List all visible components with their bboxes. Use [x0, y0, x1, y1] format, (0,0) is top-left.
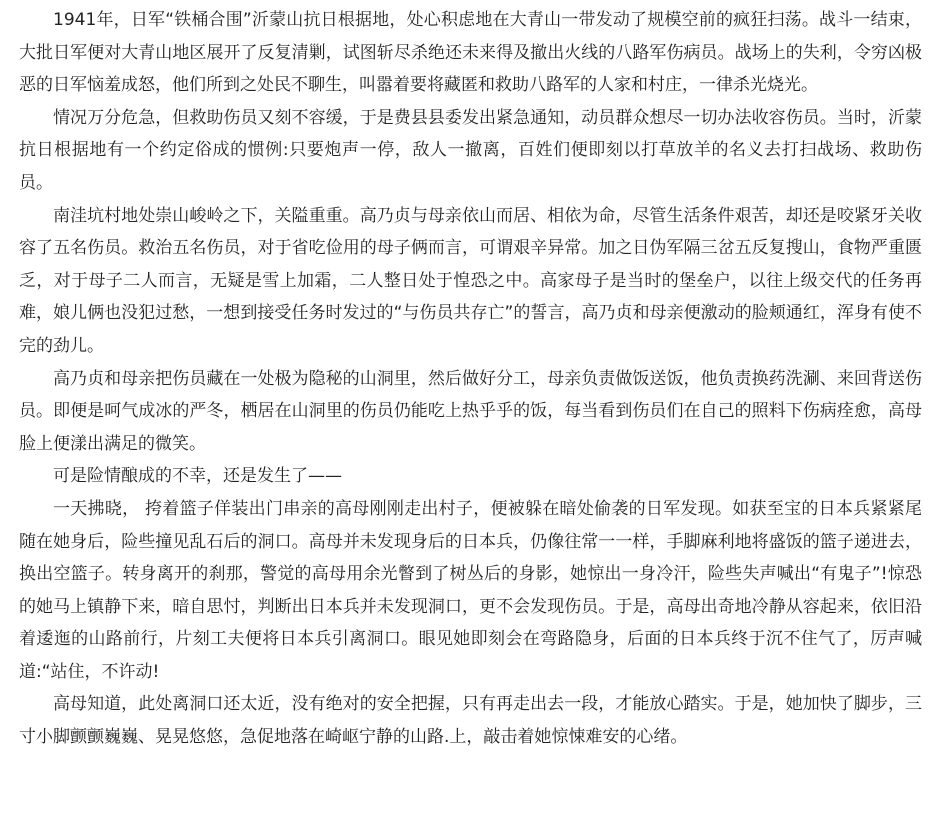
paragraph-7: 高母知道，此处离洞口还太近，没有绝对的安全把握，只有再走出去一段，才能放心踏实。于是，她加快了脚步，三寸小脚颤颤巍巍、晃晃悠悠，急促地落在崎岖宁静的山路.上，敲击着她惊悚难安的心绪。 [19, 694, 922, 748]
paragraph-2: 情况万分危急，但救助伤员又刻不容缓，于是费县县委发出紧急通知，动员群众想尽一切办法收容伤员。当时，沂蒙抗日根据地有一个约定俗成的惯例:只要炮声一停，敌人一撤离，百姓们便即刻以打草放羊的名义去打扫战场、救助伤员。 [19, 107, 922, 193]
paragraph-4: 高乃贞和母亲把伤员藏在一处极为隐秘的山洞里，然后做好分工，母亲负责做饭送饭，他负责换药洗涮、来回背送伤员。即便是呵气成冰的严冬，栖居在山洞里的伤员仍能吃上热乎乎的饭，每当看到伤员们在自己的照料下伤病痊愈，高母脸上便漾出满足的微笑。 [19, 368, 922, 454]
paragraph-3: 南洼坑村地处崇山峻岭之下，关隘重重。高乃贞与母亲依山而居、相依为命，尽管生活条件艰苦，却还是咬紧牙关收容了五名伤员。救治五名伤员，对于省吃俭用的母子俩而言，可谓艰辛异常。加之日伪军隔三岔五反复搜山，食物严重匮乏，对于母子二人而言，无疑是雪上加霜，二人整日处于惶恐之中。高家母子是当时的堡垒户，以往上级交代的任务再难，娘儿俩也没犯过愁，一想到接受任务时发过的“与伤员共存亡”的誓言，高乃贞和母亲便激动的脸颊通红，浑身有使不完的劲儿。 [19, 205, 922, 356]
paragraph-5: 可是险情酿成的不幸，还是发生了—— [53, 466, 342, 487]
paragraph-1: 1941年，日军“铁桶合围”沂蒙山抗日根据地，处心积虑地在大青山一带发动了规模空前的疯狂扫荡。战斗一结束，大批日军便对大青山地区展开了反复清剿，试图斩尽杀绝还未来得及撤出火线的八路军伤病员。战场上的失利，令穷凶极恶的日军恼羞成怒，他们所到之处民不聊生，叫嚣着要将藏匿和救助八路军的人家和村庄，一律杀光烧光。 [19, 10, 922, 96]
paragraph-6: 一天拂晓， 挎着篮子佯装出门串亲的高母刚刚走出村子，便被躲在暗处偷袭的日军发现。如获至宝的日本兵紧紧尾随在她身后，险些撞见乱石后的洞口。高母并未发现身后的日本兵，仍像往常一一样，手脚麻利地将盛饭的篮子递进去，换出空篮子。转身离开的刹那，警觉的高母用余光瞥到了树丛后的身影，她惊出一身冷汗，险些失声喊出“有鬼子”!惊恐的她马上镇静下来，暗自思忖，判断出日本兵并未发现洞口，更不会发现伤员。于是，高母出奇地冷静从容起来，依旧沿着逶迤的山路前行，片刻工夫便将日本兵引离洞口。眼见她即刻会在弯路隐身，后面的日本兵终于沉不住气了，厉声喊道:“站住，不许动! [19, 498, 922, 682]
